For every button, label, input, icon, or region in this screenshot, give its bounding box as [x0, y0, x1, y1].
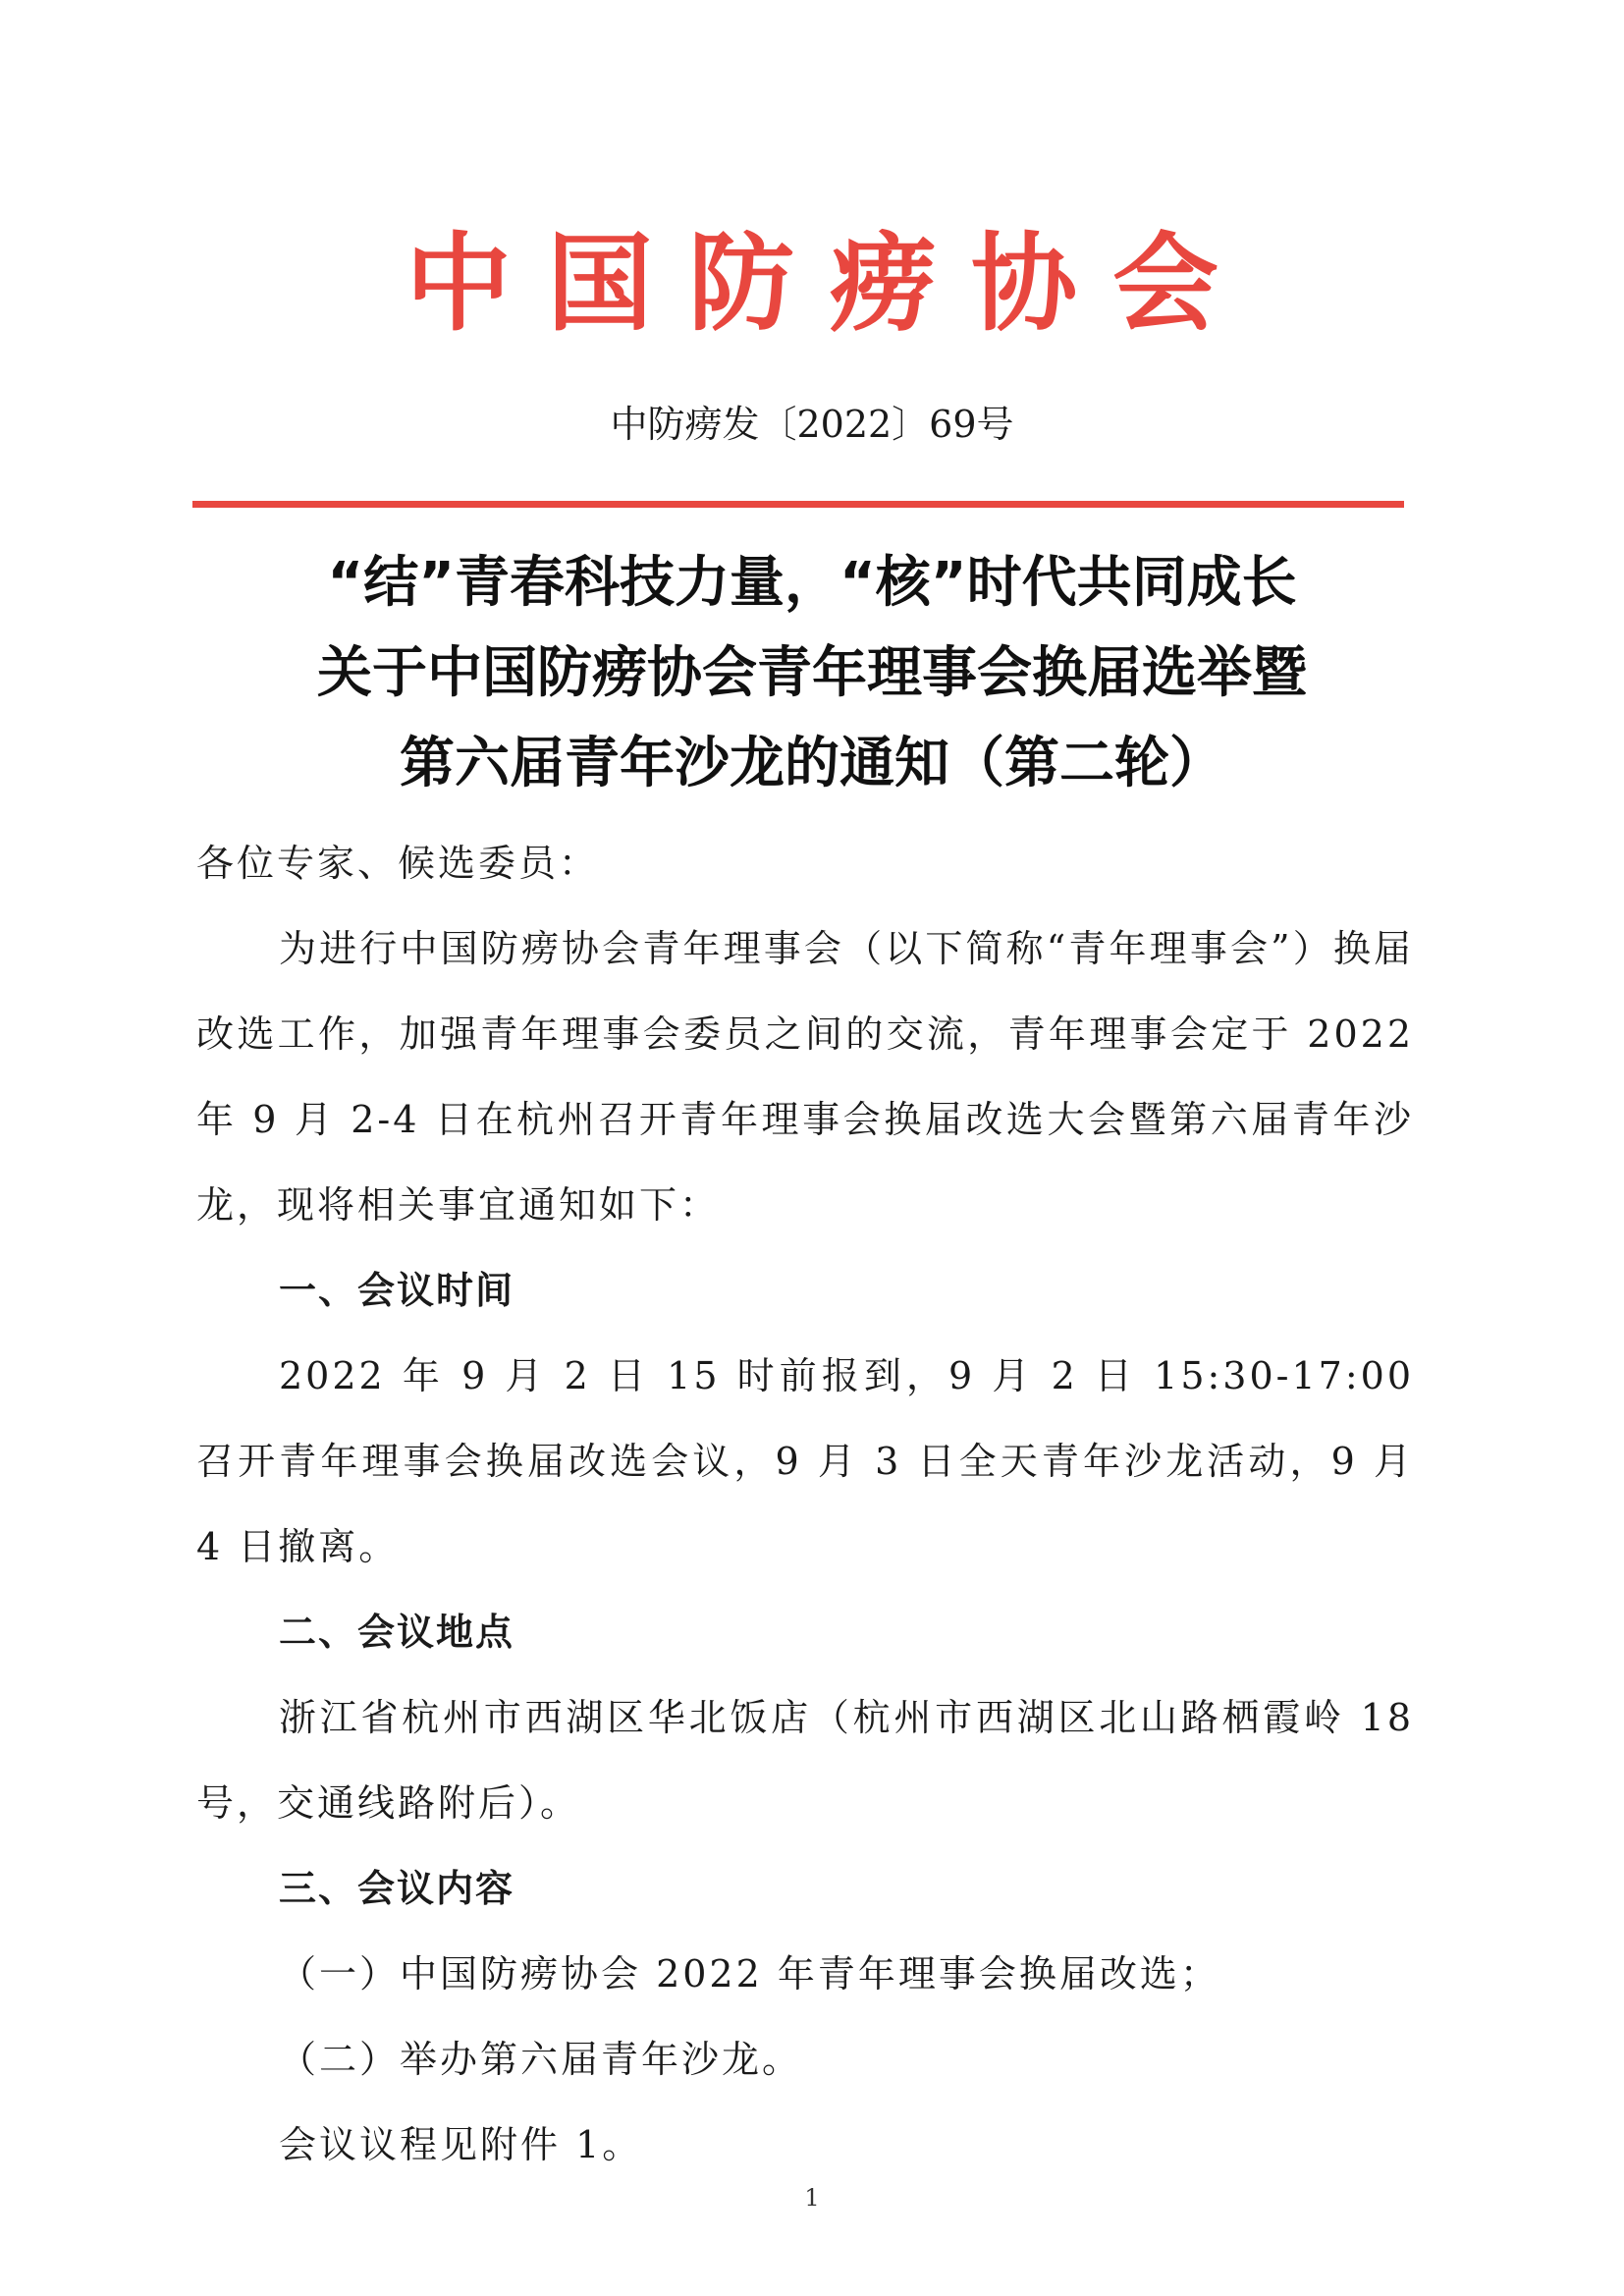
section-heading-content: 三、会议内容: [279, 1867, 515, 1910]
salutation: 各位专家、候选委员：: [196, 842, 600, 885]
section-heading-time: 一、会议时间: [279, 1269, 515, 1312]
section-heading-location: 二、会议地点: [279, 1611, 515, 1654]
content-item-1: （一）中国防痨协会 2022 年青年理事会换届改选；: [279, 1952, 1220, 1995]
intro-paragraph: 为进行中国防痨协会青年理事会（以下简称“青年理事会”）换届改选工作，加强青年理事会委员之间的交流，青年理事会定于 2022 年 9 月 2-4 日在杭州召开青年理事会换届改选大会暨第六届青年沙龙，现将相关事宜通知如下：: [196, 927, 1414, 1227]
page-number: 1: [804, 2184, 820, 2212]
issuer-masthead: 中国防痨协会: [405, 223, 1254, 346]
red-divider-line: [192, 501, 1404, 508]
document-title: [0, 538, 1624, 809]
document-number: 中防痨发〔2022〕69号: [610, 403, 1014, 446]
section-time-paragraph: 2022 年 9 月 2 日 15 时前报到，9 月 2 日 15:30-17:00 召开青年理事会换届改选会议，9 月 3 日全天青年沙龙活动，9 月 4 日撤离。: [196, 1354, 1414, 1568]
section-location-paragraph: 浙江省杭州市西湖区华北饭店（杭州市西湖区北山路栖霞岭 18 号，交通线路附后）。: [196, 1696, 1414, 1825]
agenda-reference: 会议议程见附件 1。: [279, 2123, 643, 2166]
content-item-2: （二）举办第六届青年沙龙。: [279, 2038, 803, 2081]
title-line-3: 第六届青年沙龙的通知（第二轮）: [400, 732, 1224, 795]
title-line-1: “结”青春科技力量，“核”时代共同成长: [327, 551, 1297, 615]
title-line-2: 关于中国防痨协会青年理事会换届选举暨: [317, 641, 1307, 705]
document-body: [196, 821, 1414, 2188]
